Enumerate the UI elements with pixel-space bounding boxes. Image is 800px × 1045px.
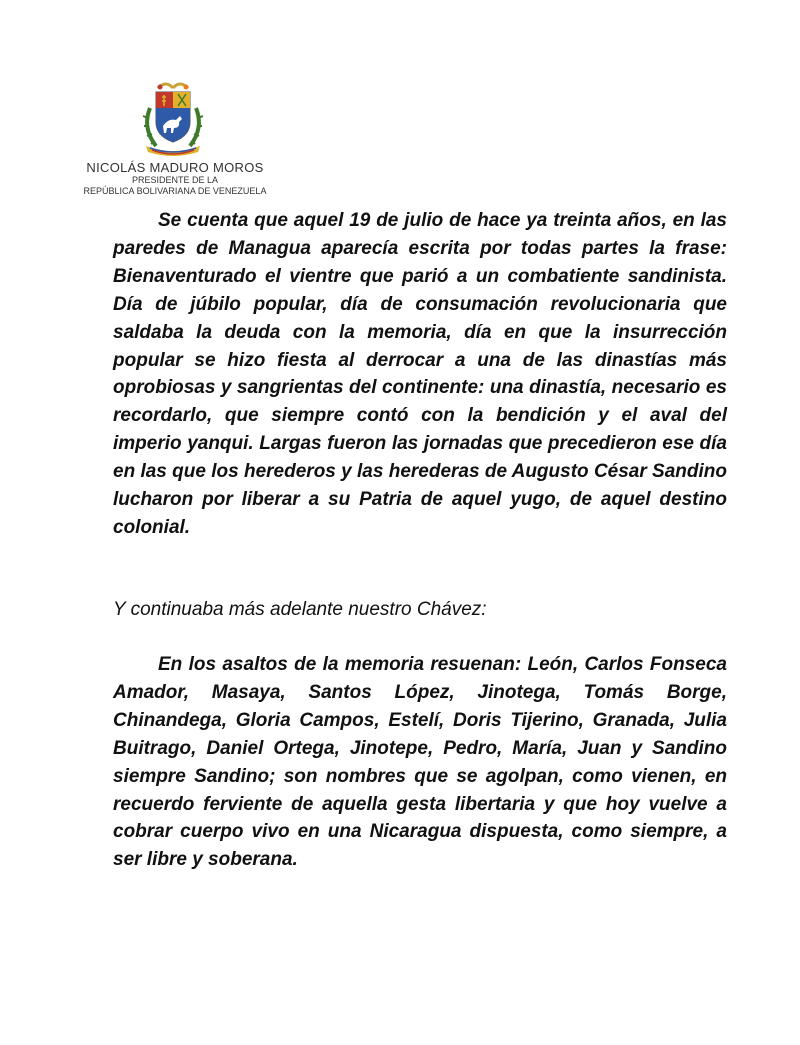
quote-paragraph-1: Se cuenta que aquel 19 de julio de hace ya treinta años, en las paredes de Managua aparecía escrita por todas partes la frase: Bienaventurado el vientre que parió a un combatiente sandinista. Día de júbilo popular, día de consumación revolucionaria que saldaba la deuda con la memoria, día en que la insurrección popular se hizo fiesta al derrocar a una de las dinastías más oprobiosas y sangrientas del continente: una dinastía, necesario es recordarlo, que siempre contó con la bendición y el aval del imperio yanqui. Largas fueron las jornadas que precedieron ese día en las que los herederos y las herederas de Augusto César Sandino lucharon por liberar a su Patria de aquel yugo, de aquel destino colonial.	[113, 210, 727, 538]
quote-paragraph-2: En los asaltos de la memoria resuenan: León, Carlos Fonseca Amador, Masaya, Santos López, Jinotega, Tomás Borge, Chinandega, Gloria Campos, Estelí, Doris Tijerino, Granada, Julia Buitrago, Daniel Ortega, Jinotepe, Pedro, María, Juan y Sandino siempre Sandino; son nombres que se agolpan, como vienen, en recuerdo ferviente de aquella gesta libertaria y que hoy vuelve a cobrar cuerpo vivo en una Nicaragua dispuesta, como siempre, a ser libre y soberana.	[113, 654, 727, 871]
intro-line: Y continuaba más adelante nuestro Chávez:	[113, 599, 487, 620]
venezuela-coat-of-arms-icon	[140, 78, 206, 158]
sender-title-line-2: REPÚBLICA BOLIVARIANA DE VENEZUELA	[83, 186, 267, 196]
letterhead	[60, 78, 290, 197]
sender-title-line-1: PRESIDENTE DE LA	[131, 175, 219, 185]
sender-name: NICOLÁS MADURO MOROS	[86, 160, 264, 175]
